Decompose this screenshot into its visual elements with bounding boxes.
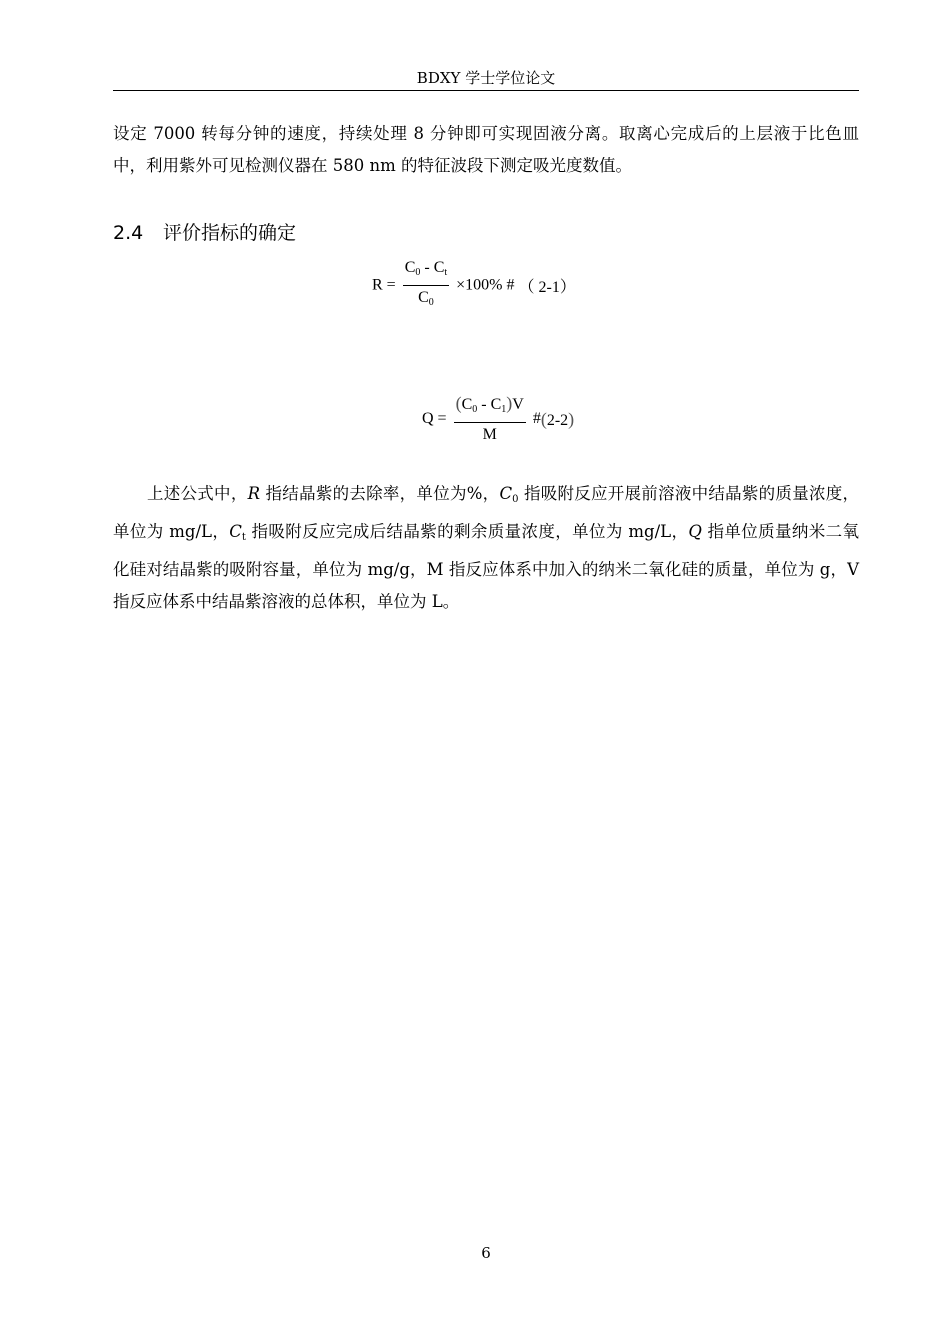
section-number: 2.4 <box>113 222 144 244</box>
paragraph-formula-explanation: 上述公式中，R 指结晶紫的去除率，单位为%，$C_0$ 指吸附反应开展前溶液中结晶紫的质量浓度，单位为 mg/L，$C_t$ 指吸附反应完成后结晶紫的剩余质量浓度，单位为 mg/L，Q 指单位质量纳米二氧化硅对结晶紫的吸附容量，单位为 mg/g，M 指反应体系中加入的纳米二氧化硅的质量，单位为 g，V 指反应体系中结晶紫溶液的总体积，单位为 L。 <box>113 484 859 611</box>
formula2-lhs: Q = <box>422 410 447 427</box>
formula1-fraction <box>403 258 449 313</box>
section-title: 评价指标的确定 <box>163 222 297 244</box>
formula1-tag: （ 2-1） <box>518 279 576 296</box>
page-number: 6 <box>481 1244 491 1262</box>
formula1-denominator: $C_0$ <box>418 289 434 308</box>
formula2-fraction <box>454 393 526 445</box>
formula1-numerator: $C_0 - C_t$ <box>403 258 449 286</box>
section-heading <box>113 218 296 248</box>
formula-removal-rate <box>372 258 576 313</box>
paragraph-centrifuge: 设定 7000 转每分钟的速度，持续处理 8 分钟即可实现固液分离。取离心完成后的上层液于比色皿中，利用紫外可见检测仪器在 580 nm 的特征波段下测定吸光度数值。 <box>113 124 859 175</box>
header-rule <box>113 90 859 91</box>
formula2-denominator: M <box>482 426 497 443</box>
formula2-numerator: $(C_0 - C_1)V$ <box>454 393 526 423</box>
formula-adsorption-capacity <box>422 393 574 445</box>
formula1-lhs: R = <box>372 276 396 294</box>
page-header: BDXY 学士学位论文 <box>416 69 556 87</box>
formula2-tag: (2-2) <box>540 408 575 429</box>
formula1-rhs: ×100% # <box>456 276 515 294</box>
formula2-rhs: # <box>532 410 541 427</box>
